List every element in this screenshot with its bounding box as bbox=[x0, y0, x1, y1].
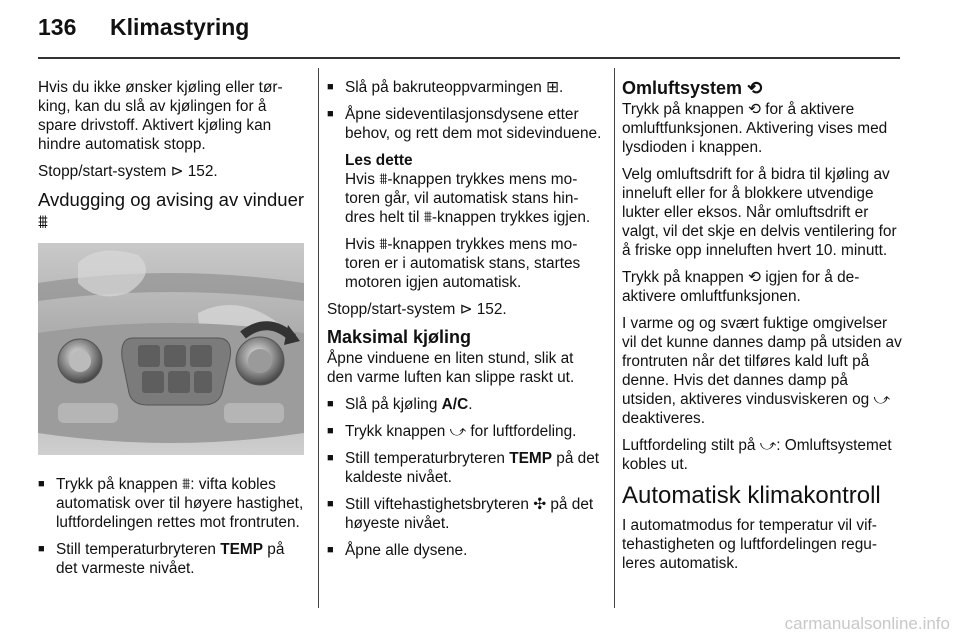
column-divider-1 bbox=[318, 68, 319, 608]
recirculation-icon: ⟲ bbox=[747, 78, 763, 98]
key-label: A/C bbox=[441, 396, 469, 413]
paragraph: Velg omluftsdrift for å bidra til kjøling av inneluft eller for å blokkere utvendige lukter eller eksos. Når omluftsdrift er valgt, vil det skje en delvis ventilering for å friske opp inneluften hvert 10. minutt. bbox=[622, 166, 897, 259]
paragraph: Luftfordeling stilt på ⤻: Omluftsystemet kobles ut. bbox=[622, 437, 892, 473]
list-item: ■ Åpne sideventilasjonsdysene etter behov, og rett dem mot sidevinduene. bbox=[327, 105, 603, 143]
note-heading: Les dette bbox=[345, 152, 413, 169]
note-box bbox=[327, 151, 603, 292]
note-paragraph: Hvis ⩩-knappen trykkes mens motoren er i automatisk stans, startes motoren igjen automatisk. bbox=[345, 236, 581, 291]
text: . bbox=[468, 396, 473, 413]
defog-steps-cont bbox=[327, 78, 603, 143]
text: Still temperaturbryteren bbox=[56, 541, 221, 558]
defrost-icon: ⩩ bbox=[38, 211, 48, 232]
cross-reference: Stopp/start-system ⊳ 152. bbox=[327, 301, 507, 318]
section-heading-recirculation bbox=[622, 78, 904, 99]
cross-reference: Stopp/start-system ⊳ 152. bbox=[38, 163, 218, 180]
paragraph: Åpne vinduene en liten stund, slik at den varme luften kan slippe raskt ut. bbox=[327, 350, 575, 386]
text: Slå på kjøling bbox=[345, 396, 442, 413]
paragraph: Trykk på knappen ⟲ for å aktivere omluftfunksjonen. Aktivering vises med lysdioden i knappen. bbox=[622, 101, 888, 156]
heading-text: Omluftsystem bbox=[622, 78, 743, 98]
defog-steps bbox=[38, 475, 306, 578]
list-item bbox=[327, 395, 603, 414]
list-item: ■ Åpne alle dysene. bbox=[327, 541, 603, 560]
column-2 bbox=[327, 78, 603, 568]
paragraph: I varme og og svært fuktige omgivelser vil det kunne dannes damp på utsiden av frontruten når det tilføres kald luft på denne. Hvis det dannes damp på utsiden, aktiveres vindusviskeren og ⤻ deaktiveres. bbox=[622, 315, 902, 427]
section-heading-defog bbox=[38, 189, 306, 233]
watermark: carmanualsonline.info bbox=[784, 614, 950, 633]
column-1 bbox=[38, 78, 306, 586]
column-3 bbox=[622, 78, 904, 581]
text: på det varmeste nivået. bbox=[56, 541, 285, 577]
list-item: ■ Trykk knappen ⤻ for luftfordeling. bbox=[327, 422, 603, 441]
paragraph: I automatmodus for temperatur vil viftehastigheten og luftfordelingen reguleres automatisk. bbox=[622, 517, 877, 572]
section-heading-max-cooling: Maksimal kjøling bbox=[327, 327, 472, 347]
list-item bbox=[327, 449, 603, 487]
key-label: TEMP bbox=[509, 450, 552, 467]
max-cooling-steps bbox=[327, 395, 603, 560]
column-divider-2 bbox=[614, 68, 615, 608]
header-rule bbox=[38, 57, 900, 59]
heading-text: Avdugging og avising av vinduer bbox=[38, 189, 305, 210]
list-item: ■ Trykk på knappen ⩩: vifta kobles automatisk over til høyere hastighet, luftfordelingen rettes mot frontruten. bbox=[38, 475, 306, 532]
key-label: TEMP bbox=[220, 541, 263, 558]
list-item: ■ Slå på bakruteoppvarmingen ⊞. bbox=[327, 78, 603, 97]
text: Still temperaturbryteren bbox=[345, 450, 510, 467]
climate-control-panel-photo bbox=[38, 243, 304, 455]
note-paragraph: Hvis ⩩-knappen trykkes mens motoren går, vil automatisk stans hindres helt til ⩩-knappen trykkes igjen. bbox=[345, 171, 591, 226]
page-number: 136 bbox=[38, 14, 77, 40]
page-title: Klimastyring bbox=[110, 14, 250, 40]
text: på det kaldeste nivået. bbox=[345, 450, 600, 486]
list-item: ■ Still viftehastighetsbryteren ✣ på det høyeste nivået. bbox=[327, 495, 603, 533]
intro-paragraph: Hvis du ikke ønsker kjøling eller tørking, kan du slå av kjølingen for å spare drivstoff. Aktivert kjøling kan hindre automatisk stopp. bbox=[38, 79, 283, 153]
paragraph: Trykk på knappen ⟲ igjen for å deaktivere omluftfunksjonen. bbox=[622, 269, 860, 305]
list-item bbox=[38, 540, 306, 578]
section-heading-auto-climate: Automatisk klimakontroll bbox=[622, 482, 881, 509]
